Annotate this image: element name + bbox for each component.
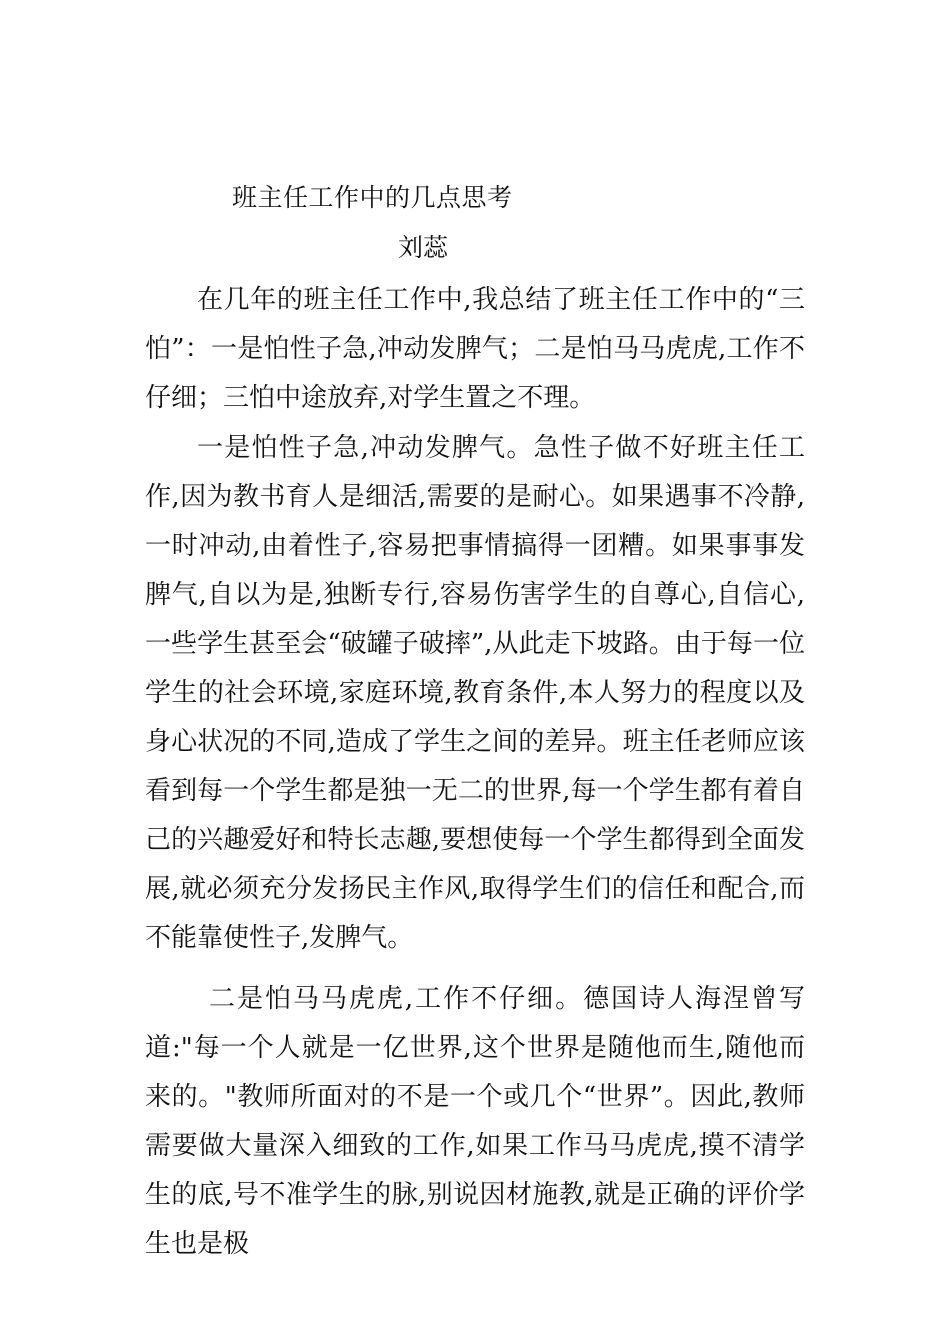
document-title: 班主任工作中的几点思考 (232, 183, 513, 212)
paragraph-intro: 在几年的班主任工作中,我总结了班主任工作中的“三怕”：一是怕性子急,冲动发脾气；二是怕马马虎虎,工作不仔细；三怕中途放弃,对学生置之不理。 (145, 285, 805, 413)
paragraph-first-fear: 一是怕性子急,冲动发脾气。急性子做不好班主任工作,因为教书育人是细活,需要的是耐心。如果遇事不冷静,一时冲动,由着性子,容易把事情搞得一团糟。如果事事发脾气,自以为是,独断专行,容易伤害学生的自尊心,自信心,一些学生甚至会“破罐子破摔”,从此走下坡路。由于每一位学生的社会环境,家庭环境,教育条件,本人努力的程度以及身心状况的不同,造成了学生之间的差异。班主任老师应该看到每一个学生都是独一无二的世界,每一个学生都有着自己的兴趣爱好和特长志趣,要想使每一个学生都得到全面发展,就必须充分发扬民主作风,取得学生们的信任和配合,而不能靠使性子,发脾气。 (145, 433, 805, 953)
paragraph-second-fear: 二是怕马马虎虎,工作不仔细。德国诗人海涅曾写道:"每一个人就是一亿世界,这个世界是随他而生,随他而来的。"教师所面对的不是一个或几个“世界”。因此,教师需要做大量深入细致的工作,如果工作马马虎虎,摸不清学生的底,号不准学生的脉,别说因材施教,就是正确的评价学生也是极 (145, 984, 805, 1259)
document-author: 刘蕊 (398, 233, 449, 262)
